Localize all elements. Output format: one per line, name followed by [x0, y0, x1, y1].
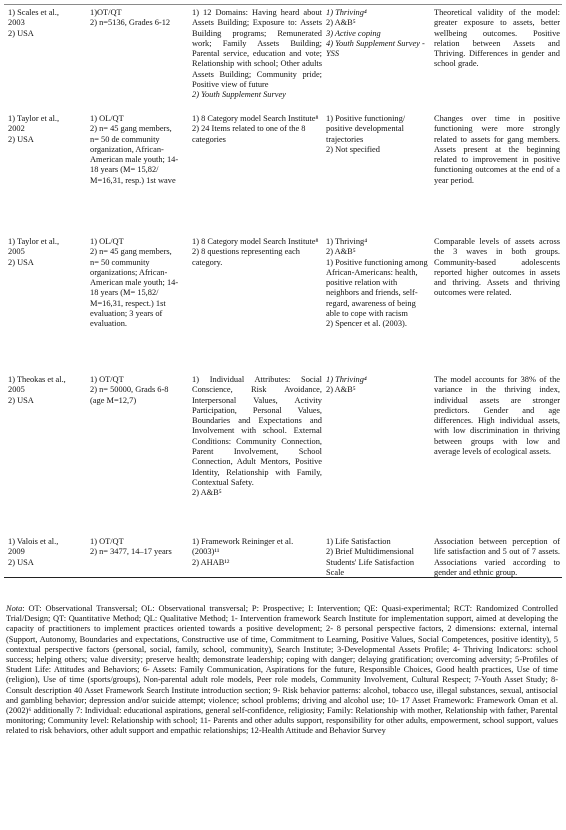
framework-cell: 1) Individual Attributes: Social Conscience, Risk Avoidance, Interpersonal Values, Activity Participation, Personal Values, Boundaries and Expectations and Involvement with school. External Conditions: Community Connection, Parent Involvement, School Connection, Adult Mentors, Positive Identity, Relationship with Family, Contextual Safety. 2) A&B⁵ — [192, 375, 322, 498]
study-cell: 1) Valois et al., 2009 2) USA — [8, 537, 59, 567]
results-cell: Comparable levels of assets across the 3 waves in both groups. Community-based adolescents reported higher outcomes in assets and thriving. Assets and thriving outcomes were related. — [434, 237, 560, 298]
table-bottom-rule — [4, 577, 562, 578]
study-cell: 1) Taylor et al., 2005 2) USA — [8, 237, 60, 267]
framework-cell: 1) Framework Reininger et al. (2003)¹¹ 2) AHAB¹² — [192, 537, 294, 567]
table-top-rule — [4, 4, 562, 5]
results-cell: The model accounts for 38% of the variance in the thriving index, individual assets are stronger predictors. Gender and age differences. High individual assets, with low discrimination in thriving between groups with low and average levels of ecological assets. — [434, 375, 560, 457]
outcomes-cell: 1) Thriving⁴ 2) A&B⁵ 3) Active coping 4) Youth Supplement Survey -YSS — [326, 8, 425, 59]
outcomes-cell: 1) Thriving⁴ 2) A&B⁵ — [326, 375, 367, 395]
results-cell: Changes over time in positive functioning were more strongly related to assets for gang members. Assets present at the beginning related to improvement in positive functioning outcomes at the end of a year period. — [434, 114, 560, 185]
sample-cell: 1) OT/QT 2) n= 50000, Grads 6-8 (age M=12,7) — [90, 375, 169, 405]
study-cell: 1) Theokas et al., 2005 2) USA — [8, 375, 66, 405]
framework-cell: 1) 12 Domains: Having heard about Assets Building; Exposure to: Assets Building programs; Remunerated work; Family Assets Building; Parental service, education and vote; Relationship with school; Other adults Assets Building; Community pride; Positive view of future 2) Youth Supplement Survey — [192, 8, 322, 100]
sample-cell: 1) OL/QT 2) n= 45 gang members, n= 50 de community organization, African-American male youth; 14-18 years (M= 15,82/ M=16,31, resp.) 1st wave — [90, 114, 179, 185]
outcomes-cell: 1) Life Satisfaction 2) Brief Multidimensional Students' Life Satisfaction Scale — [326, 537, 415, 577]
footnote-label: Nota — [6, 604, 23, 613]
results-cell: Association between perception of life satisfaction and 5 out of 7 assets. Associations varied according to gender and ethnic group. — [434, 537, 560, 577]
sample-cell: 1)OT/QT 2) n=5136, Grades 6-12 — [90, 8, 171, 28]
framework-cell: 1) 8 Category model Search Institute⁸ 2) 8 questions representing each category. — [192, 237, 319, 267]
framework-cell: 1) 8 Category model Search Institute⁸ 2) 24 Items related to one of the 8 categories — [192, 114, 319, 144]
study-cell: 1) Taylor et al., 2002 2) USA — [8, 114, 60, 144]
footnote-text: : OT: Observational Transversal; OL: Observational transversal; P: Prospective; I: Intervention; QE: Quasi-experimental; RCT: Randomized Controlled Trial/Design; QT: Quantitative Method; QL: Qualitative Method; 1- Intervention framework Search Institute for implementation support, aimed at developing the capacity of practitioners to implement practices oriented towards a positive development; 2- 8 personal perspective factors, 2 dimensions: external, internal (Support, Autonomy, Boundaries and expectations, Constructive use of time, Commitment to Learning, Positive Values, Social Competences, positive identity), 5 contextual perspective factors (personal, social, family, school, community), Search Institute; 3-Developmental Assets Profile; 4- Thriving Indicators: school success; helping others; value diversity; preserve health; demonstrate leadership; coping with danger; delaying gratification; overcoming adversity; 5-Profiles of Student Life: Attitudes and Behaviors; 6- Assets: Family Communication, Aspirations for the future, Responsible Choices, Good health practices, Use of time (religion), Use of time (sports/groups), Non-parental adult role models, Peer role models, Community Involvement, Cultural Respect; 7-Youth Asset Study; 8- Consult description 40 Asset Framework Search Institute introduction section; 9- Risk behavior patterns: alcohol, tobacco use, illegal substances, sexual, antisocial and gambling behavior; depression and/or suicide attempt; violence; school problems; driving and alcohol use; 10- 17 Asset Framework: Framework Oman et al. (2002)⁶ additionally 7: Individual: educational aspirations, general self-confidence, religiosity; Family: Relationship with mother, Relationship with father, Parental monitoring; Community level: Relationship with school; 11- Parents and other adults support, responsibility for other adults, empowerment, school support, values related to risk behaviors, other adult support and empathic relationships; 12-Health Attitude and Behavior Survey — [6, 604, 558, 736]
results-cell: Theoretical validity of the model: greater exposure to assets, better wellbeing outcomes. Positive relation between Assets and Thriving. Differences in gender and school grade. — [434, 8, 560, 69]
outcomes-cell: 1) Thriving⁴ 2) A&B⁵ 1) Positive functioning among African-Americans: health, positive relation with neighbors and friends, self-regard, awareness of being able to cope with racism 2) Spencer et al. (2003). — [326, 237, 428, 329]
study-cell: 1) Scales et al., 2003 2) USA — [8, 8, 59, 38]
outcomes-cell: 1) Positive functioning/ positive developmental trajectories 2) Not specified — [326, 114, 406, 154]
table-footnote — [6, 604, 558, 737]
sample-cell: 1) OL/QT 2) n= 45 gang members, n= 50 community organizations; African-American male youth; 14-18 years (M= 15,82/ M=16,31, respect.) 1st evaluation; 3 years of evaluation. — [90, 237, 179, 329]
sample-cell: 1) OT/QT 2) n= 3477, 14–17 years — [90, 537, 172, 557]
